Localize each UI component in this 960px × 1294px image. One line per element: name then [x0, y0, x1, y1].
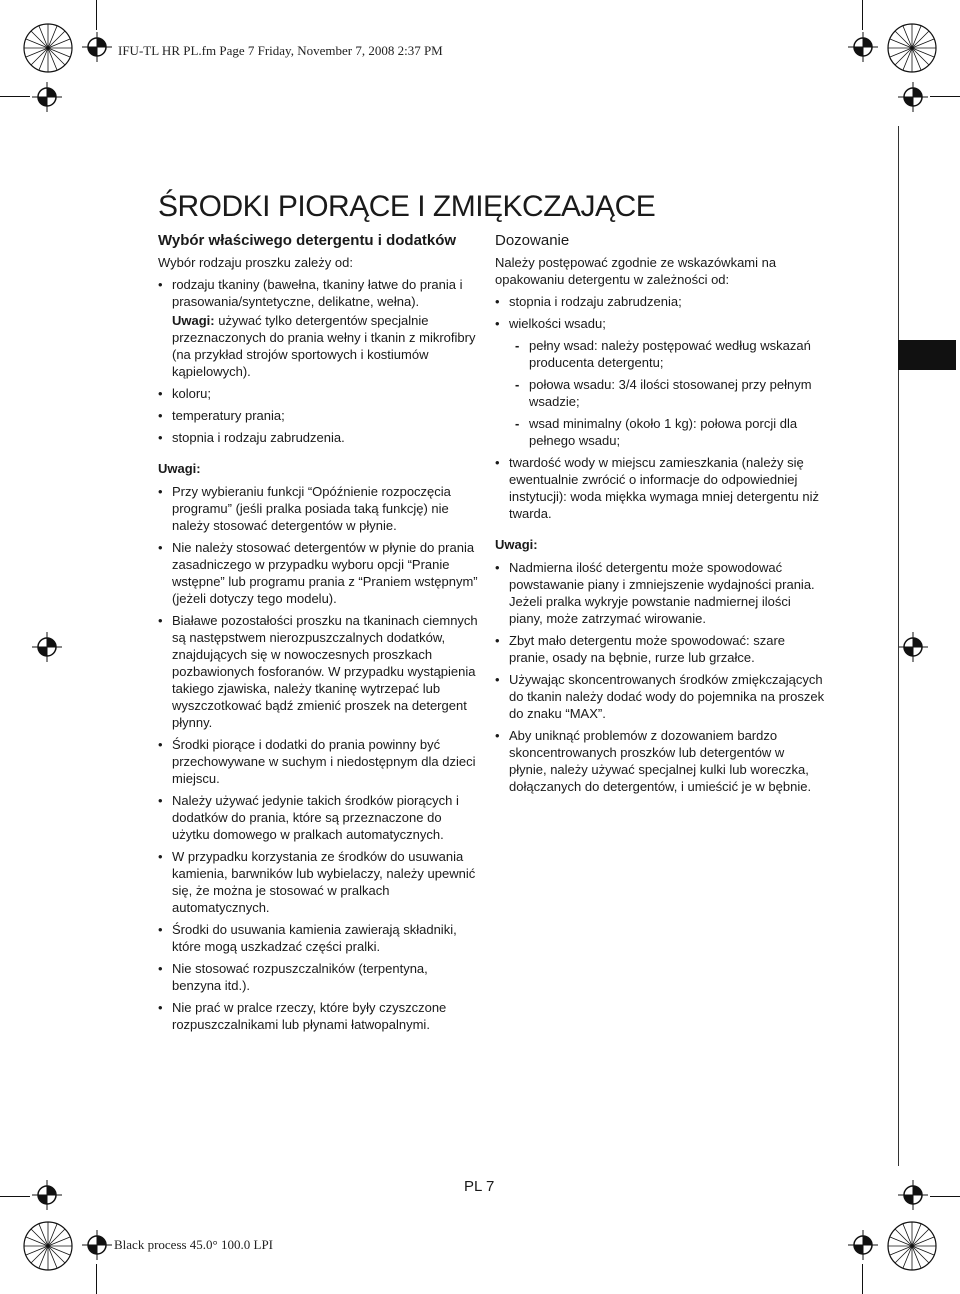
notes-heading-left: Uwagi:	[158, 461, 201, 476]
sublist-item: - wsad minimalny (około 1 kg): połowa porcji dla pełnego wsadu;	[511, 415, 825, 449]
list-item: • Zbyt mało detergentu może spowodować: szare pranie, osady na bębnie, rurze lub grzałce.	[495, 632, 825, 666]
sublist-item: - połowa wsadu: 3/4 ilości stosowanej przy pełnym wsadzie;	[511, 376, 825, 410]
list-item: • Używając skoncentrowanych środków zmiękczających do tkanin należy dodać wody do pojemnika na proszek do znaku “MAX”.	[495, 671, 825, 722]
registration-mark-bottom-right	[884, 1218, 940, 1274]
left-column	[158, 232, 478, 1033]
inline-note	[172, 312, 478, 380]
trim-line-left-top-h	[0, 96, 30, 97]
registration-mark-top-right	[884, 20, 940, 76]
list-item: • Środki piorące i dodatki do prania powinny być przechowywane w suchym i niedostępnym dla dzieci miejscu.	[158, 736, 478, 787]
list-item: • twardość wody w miejscu zamieszkania (należy się ewentualnie zwrócić o informacje do odpowiedniej instytucji): woda miękka wymaga mniej detergentu niż twarda.	[495, 454, 825, 522]
list-item: • Białawe pozostałości proszku na tkaninach ciemnych są następstwem nierozpuszczalnych dodatków, znajdujących się w nowoczesnych proszkach pozbawionych fosforanów. W przypadku wystąpienia takiego zjawiska, należy tkaninę wytrzepać lub wyszczotkować bądź zmienić proszek na detergent płynny.	[158, 612, 478, 731]
load-size-sublist	[511, 337, 825, 449]
list-item: • Należy używać jedynie takich środków piorących i dodatków do prania, które są przeznaczone do użytku domowego w pralkach automatycznych.	[158, 792, 478, 843]
note-text: używać tylko detergentów specjalnie przeznaczonych do prania wełny i tkanin z mikrofibry (na przykład strojów sportowych i kostiumów kąpielowych).	[172, 313, 476, 379]
detergent-factors-list	[158, 276, 478, 446]
side-tab-marker	[898, 340, 956, 370]
crosshair-mark-right-lower	[898, 1180, 928, 1210]
registration-mark-top-left	[20, 20, 76, 76]
section-heading-dosage: Dozowanie	[495, 232, 570, 249]
list-item: • Aby uniknąć problemów z dozowaniem bardzo skoncentrowanych proszków lub detergentów w płynie, należy używać specjalnej kulki lub woreczka, dołączanych do detergentów, i umieścić je w bębnie.	[495, 727, 825, 795]
notes-list-left	[158, 483, 478, 1033]
list-item: • koloru;	[158, 385, 478, 402]
notes-heading-right: Uwagi:	[495, 537, 538, 552]
crosshair-mark-top-right	[848, 32, 878, 62]
list-item: • stopnia i rodzaju zabrudzenia.	[158, 429, 478, 446]
note-label: Uwagi:	[172, 313, 215, 328]
page-number: PL 7	[464, 1178, 495, 1195]
trim-line-left-bottom-h	[0, 1196, 30, 1197]
crosshair-mark-bottom-left	[82, 1230, 112, 1260]
trim-line-top-right-v	[862, 0, 863, 30]
list-item: • Nie prać w pralce rzeczy, które były czyszczone rozpuszczalnikami lub płynami łatwopalnymi.	[158, 999, 478, 1033]
notes-list-right	[495, 559, 825, 795]
print-slug-bottom: Black process 45.0° 100.0 LPI	[114, 1237, 274, 1252]
list-item: • Przy wybieraniu funkcji “Opóźnienie rozpoczęcia programu” (jeśli pralka posiada taką funkcję) nie należy stosować detergentów w płynie.	[158, 483, 478, 534]
list-item: • Środki do usuwania kamienia zawierają składniki, które mogą uszkadzać części pralki.	[158, 921, 478, 955]
side-tab-strip	[898, 126, 957, 1166]
list-item: • stopnia i rodzaju zabrudzenia;	[495, 293, 825, 310]
crosshair-mark-left-lower	[32, 1180, 62, 1210]
crosshair-mark-right-upper	[898, 82, 928, 112]
dosage-factors-list	[495, 293, 825, 522]
trim-line-bottom-left-v	[96, 1264, 97, 1294]
crosshair-mark-left-middle	[32, 632, 62, 662]
trim-line-right-top-h	[930, 96, 960, 97]
registration-mark-bottom-left	[20, 1218, 76, 1274]
list-item	[158, 276, 478, 380]
crosshair-mark-bottom-right	[848, 1230, 878, 1260]
trim-line-right-bottom-h	[930, 1196, 960, 1197]
print-slug-top: IFU-TL HR PL.fm Page 7 Friday, November 7, 2008 2:37 PM	[118, 43, 443, 58]
list-item: • Nie należy stosować detergentów w płynie do prania zasadniczego w przypadku wyboru opcji “Pranie wstępne” lub programu prania z “Praniem wstępnym” (jeżeli dotyczy tego modelu).	[158, 539, 478, 607]
right-column	[495, 232, 825, 795]
trim-line-bottom-right-v	[862, 1264, 863, 1294]
sublist-item: - pełny wsad: należy postępować według wskazań producenta detergentu;	[511, 337, 825, 371]
section-heading-detergent-choice: Wybór właściwego detergentu i dodatków	[158, 232, 457, 249]
list-item: • Nie stosować rozpuszczalników (terpentyna, benzyna itd.).	[158, 960, 478, 994]
trim-line-top-left-v	[96, 0, 97, 30]
dosage-intro: Należy postępować zgodnie ze wskazówkami na opakowaniu detergentu w zależności od:	[495, 255, 777, 287]
list-item-text: rodzaju tkaniny (bawełna, tkaniny łatwe do prania i prasowania/syntetyczne, delikatne, wełna).	[172, 277, 463, 309]
page-title: ŚRODKI PIORĄCE I ZMIĘKCZAJĄCE	[158, 190, 656, 223]
crosshair-mark-top-left	[82, 32, 112, 62]
crosshair-mark-left-upper	[32, 82, 62, 112]
list-item-text: wielkości wsadu;	[509, 316, 606, 331]
detergent-intro: Wybór rodzaju proszku zależy od:	[158, 255, 353, 270]
list-item	[495, 315, 825, 449]
list-item: • temperatury prania;	[158, 407, 478, 424]
list-item: • Nadmierna ilość detergentu może spowodować powstawanie piany i zmniejszenie wydajności prania. Jeżeli pralka wykryje powstanie nadmiernej ilości piany, może zatrzymać wirowanie.	[495, 559, 825, 627]
list-item: • W przypadku korzystania ze środków do usuwania kamienia, barwników lub wybielaczy, należy upewnić się, że można je stosować w pralkach automatycznych.	[158, 848, 478, 916]
